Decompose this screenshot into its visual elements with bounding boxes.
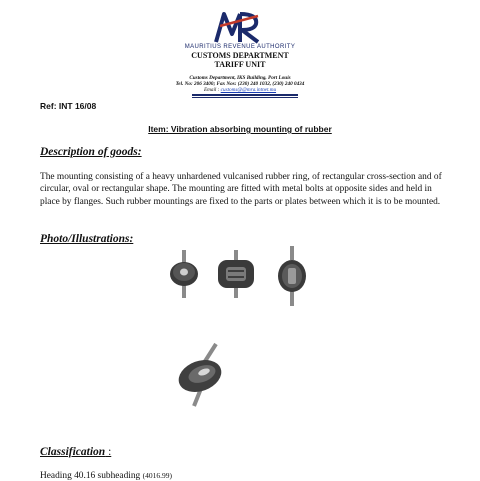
classification-heading-text: Classification: [40, 446, 106, 458]
classification-colon: :: [105, 446, 112, 458]
item-title-text: Item: Vibration absorbing mounting of rubber: [148, 124, 332, 134]
email-label: Email :: [203, 87, 221, 93]
reference-number: Ref: INT 16/08: [40, 101, 97, 111]
email-link[interactable]: customs@@mra.intnet.mu: [220, 87, 277, 93]
photos-heading: Photo/Illustrations:: [40, 233, 134, 245]
classification-heading: [40, 446, 111, 458]
description-heading: Description of goods:: [40, 146, 142, 158]
item-title: [0, 124, 480, 134]
header-rule-thin: [192, 97, 298, 98]
rubber-mount-oval-image: [272, 246, 310, 306]
authority-name: MAURITIUS REVENUE AUTHORITY: [184, 44, 296, 50]
heading-text: Heading 40.16 subheading: [40, 471, 143, 481]
unit-name: TARIFF UNIT: [214, 60, 266, 69]
header-rule: [192, 94, 298, 96]
address-line: Customs Department, IKS Building, Port Louis: [189, 75, 291, 81]
department-name: CUSTOMS DEPARTMENT: [191, 51, 289, 60]
description-paragraph: The mounting consisting of a heavy unhardened vulcanised rubber ring, of rectangular cross-section and of circular, oval or rectangular shape. The mounting are fitted with metal bolts at opposite sides and held in place by flanges. Such rubber mountings are fixed to the parts or plates between which it is to be mounted.: [40, 172, 442, 207]
rubber-mount-angled-image: [172, 340, 232, 410]
mra-logo-icon: [210, 8, 270, 44]
rubber-mount-circular-image: [166, 250, 202, 298]
rubber-mount-rectangular-image: [214, 250, 258, 298]
subheading-code: (4016.99): [142, 471, 172, 480]
email-line: [0, 87, 480, 93]
tel-fax-line: Tel. No: 206 3400; Fax Nos: (230) 240 1032, (230) 240 0434: [175, 81, 305, 87]
